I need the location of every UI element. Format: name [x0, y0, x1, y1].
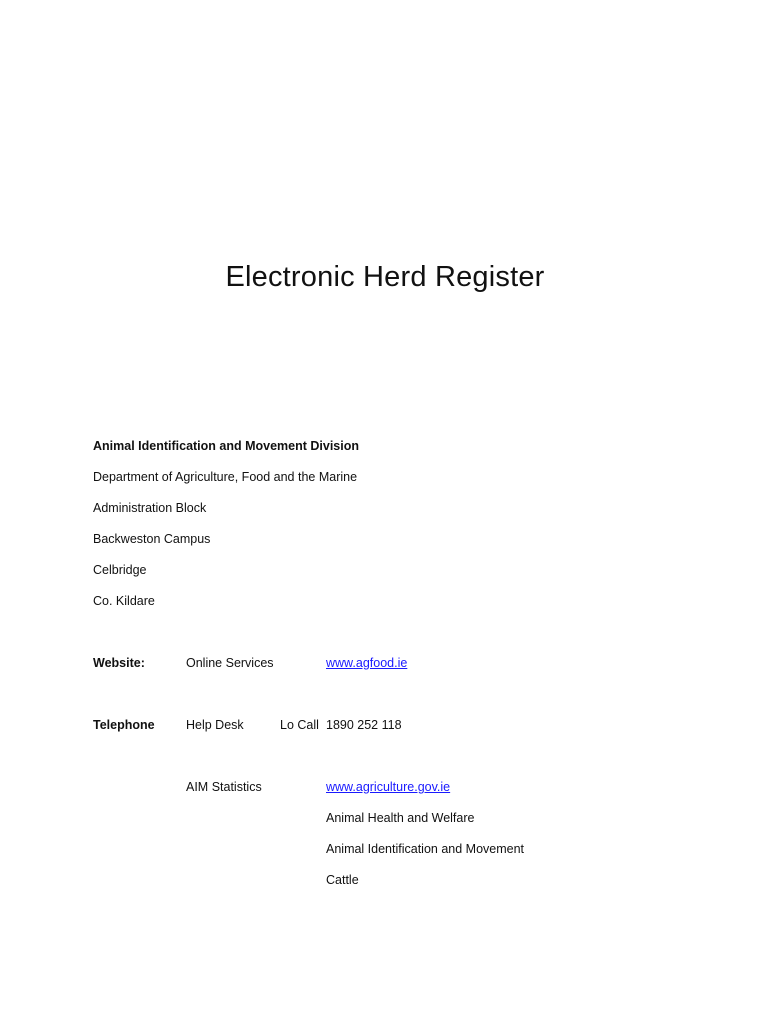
address-campus-line: Backweston Campus: [93, 532, 211, 546]
telephone-label: Telephone: [93, 718, 155, 732]
statistics-path-item: Cattle: [326, 873, 359, 887]
address-town-line: Celbridge: [93, 563, 147, 577]
phone-number: 1890 252 118: [326, 718, 402, 732]
website-label: Website:: [93, 656, 145, 670]
address-block-line: Administration Block: [93, 501, 207, 515]
online-services-label: Online Services: [186, 656, 274, 670]
agfood-link[interactable]: www.agfood.ie: [326, 656, 408, 670]
department-name: Department of Agriculture, Food and the Marine: [93, 470, 358, 484]
lo-call-label: Lo Call: [280, 718, 319, 732]
address-county-line: Co. Kildare: [93, 594, 155, 608]
division-name: Animal Identification and Movement Division: [93, 439, 360, 453]
statistics-path-item: Animal Health and Welfare: [326, 811, 475, 825]
statistics-path-item: Animal Identification and Movement: [326, 842, 525, 856]
document-title: Electronic Herd Register: [225, 261, 545, 293]
help-desk-label: Help Desk: [186, 718, 244, 732]
agriculture-link[interactable]: www.agriculture.gov.ie: [326, 780, 451, 794]
aim-statistics-label: AIM Statistics: [186, 780, 262, 794]
